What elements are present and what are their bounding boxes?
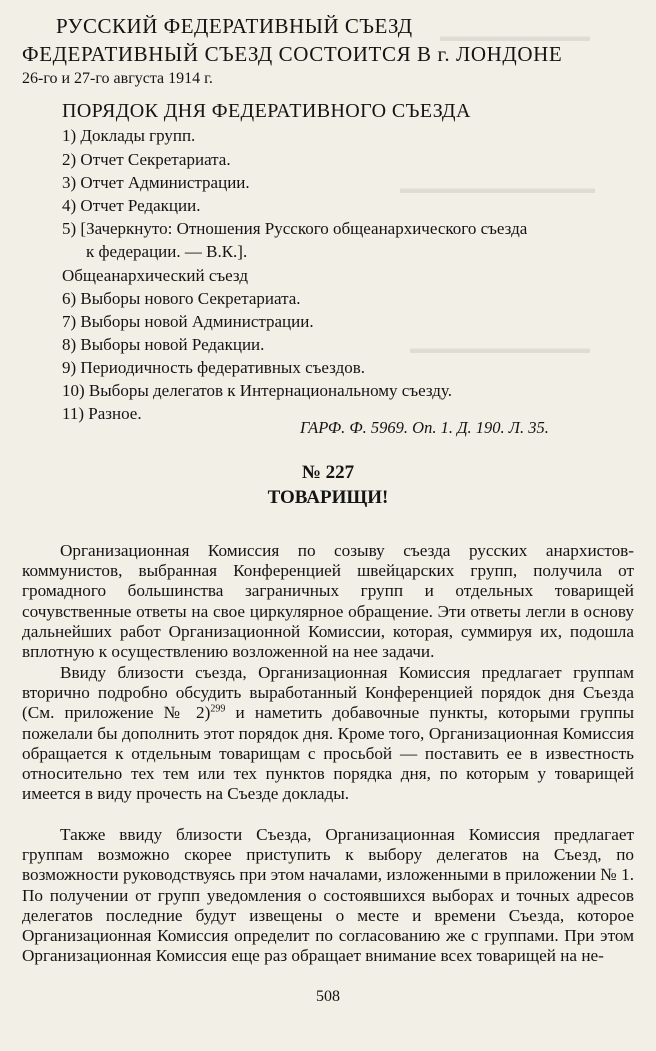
paragraph bbox=[22, 825, 634, 966]
paragraph-text: и наметить добавочные пункты, которыми группы пожелали бы дополнить этот порядок дня. Кроме того, Организационная Комиссия обращается к отдельным товарищам с просьбой — поставить ее в известность относительно тех тем или тех пунктов порядка дня, по которым у товарищей имеется в виду прочесть на Съезде доклады. bbox=[22, 703, 634, 804]
agenda-item: 10) Выборы делегатов к Интернациональному съезду. bbox=[62, 381, 452, 400]
paragraph-text: Также ввиду близости Съезда, Организационная Комиссия предлагает группам возможно скорее приступить к выбору делегатов на Съезд, по возможности руководствуясь при этом началами, изложенными в приложении № 1. По получении от групп уведомления о состоявшихся выборах и точных адресов делегатов последние будут извещены о месте и времени Съезда, которое Организационная Комиссия определит по согласованию же с группами. При этом Организационная Комиссия еще раз обращает внимание всех товарищей на не- bbox=[22, 825, 634, 966]
agenda-item: 5) [Зачеркнуто: Отношения Русского общеанархического съезда bbox=[62, 219, 528, 238]
bleed-through: ▬▬▬▬▬▬▬▬▬▬▬▬▬ bbox=[400, 181, 595, 197]
congress-location: ФЕДЕРАТИВНЫЙ СЪЕЗД СОСТОИТСЯ В г. ЛОНДОНЕ bbox=[22, 42, 563, 66]
paragraph-text: Ввиду близости съезда, Организационная Комиссия предлагает группам вторично подробно обсудить выработанный Конференцией порядок дня Съезда (См. приложение № 2) bbox=[22, 663, 634, 723]
document-title: ТОВАРИЩИ! bbox=[267, 487, 389, 508]
congress-date: 26-го и 27-го августа 1914 г. bbox=[22, 70, 213, 87]
agenda-item-continuation: к федерации. — В.К.]. bbox=[86, 242, 248, 261]
page-number: 508 bbox=[316, 988, 340, 1005]
paragraph-text: Организационная Комиссия по созыву съезда русских анархистов-коммунистов, выбранная Конференцией швейцарских групп, получила от громадного большинства заграничных групп и отдельных товарищей сочувственные ответы на свое циркулярное обращение. Эти ответы легли в основу дальнейших работ Организационной Комиссии, которая, суммируя их, подошла вплотную к осуществлению возложенной на нее задачи. bbox=[22, 541, 634, 662]
page-title: РУССКИЙ ФЕДЕРАТИВНЫЙ СЪЕЗД bbox=[56, 14, 413, 38]
agenda-item: 4) Отчет Редакции. bbox=[62, 196, 201, 215]
agenda-item: 1) Доклады групп. bbox=[62, 126, 196, 145]
paragraph bbox=[22, 541, 634, 662]
agenda-item: 8) Выборы новой Редакции. bbox=[62, 335, 265, 354]
paragraph bbox=[22, 663, 634, 804]
archive-source: ГАРФ. Ф. 5969. Оп. 1. Д. 190. Л. 35. bbox=[300, 418, 549, 437]
bleed-through: ▬▬▬▬▬▬▬▬▬▬▬▬ bbox=[410, 341, 590, 357]
agenda-item: 11) Разное. bbox=[62, 404, 142, 423]
document-number: № 227 bbox=[301, 462, 355, 483]
agenda-subheading: Общеанархический съезд bbox=[62, 266, 248, 285]
agenda-item: 3) Отчет Администрации. bbox=[62, 173, 250, 192]
agenda-heading: ПОРЯДОК ДНЯ ФЕДЕРАТИВНОГО СЪЕЗДА bbox=[62, 100, 471, 122]
agenda-item: 9) Периодичность федеративных съездов. bbox=[62, 358, 366, 377]
bleed-through: ▬▬▬▬▬▬▬▬▬▬ bbox=[440, 29, 590, 45]
footnote-ref: 299 bbox=[210, 703, 226, 715]
agenda-item: 6) Выборы нового Секретариата. bbox=[62, 289, 301, 308]
agenda-item: 7) Выборы новой Администрации. bbox=[62, 312, 314, 331]
agenda-item: 2) Отчет Секретариата. bbox=[62, 150, 231, 169]
